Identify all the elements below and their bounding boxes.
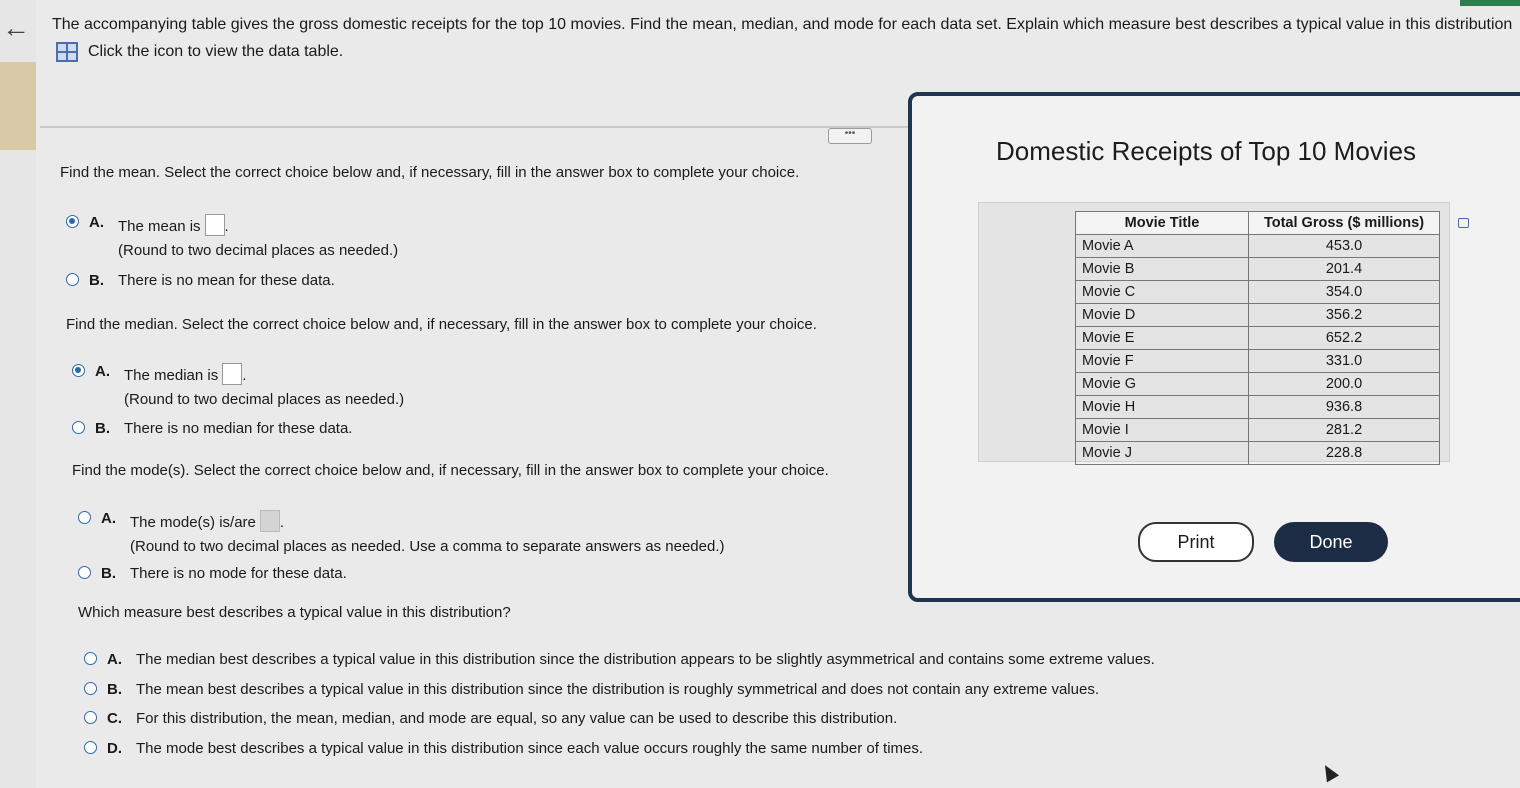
cell-movie-name: Movie C bbox=[1076, 281, 1249, 304]
copy-table-icon[interactable] bbox=[1458, 218, 1469, 228]
table-header-row bbox=[1076, 212, 1440, 235]
view-data-table-link[interactable] bbox=[56, 42, 343, 62]
table-row bbox=[1076, 235, 1440, 258]
typical-option-a[interactable]: A. The median best describes a typical value in this distribution since the distribution appears to be slightly asymmetrical and contains some extreme values. bbox=[84, 651, 1155, 668]
col-movie-title: Movie Title bbox=[1076, 212, 1249, 235]
cell-movie-name: Movie H bbox=[1076, 396, 1249, 419]
mean-option-b-radio[interactable] bbox=[66, 273, 79, 286]
cell-gross-value: 936.8 bbox=[1249, 396, 1440, 419]
typical-option-a-label: The median best describes a typical value in this distribution since the distribution appears to be slightly asymmetrical and contains some extreme values. bbox=[136, 651, 1155, 668]
cell-gross-value: 453.0 bbox=[1249, 235, 1440, 258]
median-option-a[interactable]: A. The median is . (Round to two decimal places as needed.) bbox=[72, 363, 404, 408]
mode-option-a[interactable]: A. The mode(s) is/are . (Round to two decimal places as needed. Use a comma to separate answers as needed.) bbox=[78, 510, 725, 555]
mouse-cursor-icon bbox=[1319, 762, 1339, 783]
table-row bbox=[1076, 327, 1440, 350]
mode-option-b[interactable]: B. There is no mode for these data. bbox=[78, 565, 347, 582]
mean-option-a-radio[interactable] bbox=[66, 215, 79, 228]
median-answer-box[interactable] bbox=[222, 363, 242, 385]
expand-ellipsis-button[interactable]: ••• bbox=[828, 128, 872, 144]
mode-option-a-radio[interactable] bbox=[78, 511, 91, 524]
mean-round-note: (Round to two decimal places as needed.) bbox=[118, 242, 399, 259]
mean-option-b-label: There is no mean for these data. bbox=[118, 272, 335, 289]
typical-option-b-label: The mean best describes a typical value in this distribution since the distribution is roughly symmetrical and does not contain any extreme values. bbox=[136, 681, 1099, 698]
median-option-a-radio[interactable] bbox=[72, 364, 85, 377]
typical-option-c-radio[interactable] bbox=[84, 711, 97, 724]
left-nav-tab bbox=[0, 62, 36, 150]
cell-movie-name: Movie B bbox=[1076, 258, 1249, 281]
data-table-popup bbox=[908, 92, 1520, 602]
table-row bbox=[1076, 396, 1440, 419]
typical-option-d-label: The mode best describes a typical value in this distribution since each value occurs roughly the same number of times. bbox=[136, 740, 924, 757]
data-link-label[interactable]: Click the icon to view the data table. bbox=[88, 43, 344, 60]
table-panel bbox=[978, 202, 1450, 462]
mean-answer-box[interactable] bbox=[205, 214, 225, 236]
cell-gross-value: 331.0 bbox=[1249, 350, 1440, 373]
table-row bbox=[1076, 350, 1440, 373]
typical-prompt: Which measure best describes a typical value in this distribution? bbox=[78, 604, 511, 621]
typical-option-c-label: For this distribution, the mean, median, and mode are equal, so any value can be used to describe this distribution. bbox=[136, 710, 898, 727]
mode-answer-box[interactable] bbox=[260, 510, 280, 532]
top-status-bar bbox=[1460, 0, 1520, 6]
cell-movie-name: Movie I bbox=[1076, 419, 1249, 442]
cell-movie-name: Movie E bbox=[1076, 327, 1249, 350]
typical-option-d[interactable]: D. The mode best describes a typical value in this distribution since each value occurs roughly the same number of times. bbox=[84, 740, 923, 757]
median-round-note: (Round to two decimal places as needed.) bbox=[124, 391, 405, 408]
cell-gross-value: 356.2 bbox=[1249, 304, 1440, 327]
table-row bbox=[1076, 442, 1440, 465]
mean-option-a-label: The mean is bbox=[118, 218, 201, 235]
popup-title: Domestic Receipts of Top 10 Movies bbox=[996, 136, 1417, 166]
mode-prompt: Find the mode(s). Select the correct choice below and, if necessary, fill in the answer box to complete your choice. bbox=[72, 462, 829, 479]
done-button[interactable]: Done bbox=[1274, 522, 1388, 562]
cell-gross-value: 652.2 bbox=[1249, 327, 1440, 350]
median-prompt: Find the median. Select the correct choice below and, if necessary, fill in the answer box to complete your choice. bbox=[66, 316, 817, 333]
mode-option-a-label: The mode(s) is/are bbox=[130, 514, 256, 531]
mode-option-b-radio[interactable] bbox=[78, 566, 91, 579]
median-option-b-label: There is no median for these data. bbox=[124, 420, 353, 437]
table-row bbox=[1076, 258, 1440, 281]
cell-movie-name: Movie A bbox=[1076, 235, 1249, 258]
median-option-a-label: The median is bbox=[124, 367, 219, 384]
median-option-b[interactable]: B. There is no median for these data. bbox=[72, 420, 352, 437]
section-divider bbox=[40, 126, 920, 128]
typical-option-a-radio[interactable] bbox=[84, 652, 97, 665]
mean-option-b[interactable]: B. There is no mean for these data. bbox=[66, 272, 335, 289]
table-row bbox=[1076, 304, 1440, 327]
cell-movie-name: Movie J bbox=[1076, 442, 1249, 465]
table-grid-icon[interactable] bbox=[56, 42, 78, 62]
table-row bbox=[1076, 373, 1440, 396]
median-option-b-radio[interactable] bbox=[72, 421, 85, 434]
cell-movie-name: Movie D bbox=[1076, 304, 1249, 327]
question-text: The accompanying table gives the gross domestic receipts for the top 10 movies. Find the mean, median, and mode for each data set. Explain which measure best describes a typical value in this distribution bbox=[52, 16, 1513, 33]
cell-gross-value: 281.2 bbox=[1249, 419, 1440, 442]
typical-option-b[interactable]: B. The mean best describes a typical value in this distribution since the distribution is roughly symmetrical and does not contain any extreme values. bbox=[84, 681, 1099, 698]
cell-gross-value: 201.4 bbox=[1249, 258, 1440, 281]
print-button[interactable]: Print bbox=[1138, 522, 1254, 562]
table-row bbox=[1076, 281, 1440, 304]
typical-option-b-radio[interactable] bbox=[84, 682, 97, 695]
cell-gross-value: 200.0 bbox=[1249, 373, 1440, 396]
cell-gross-value: 354.0 bbox=[1249, 281, 1440, 304]
table-row bbox=[1076, 419, 1440, 442]
typical-option-d-radio[interactable] bbox=[84, 741, 97, 754]
cell-movie-name: Movie F bbox=[1076, 350, 1249, 373]
cell-movie-name: Movie G bbox=[1076, 373, 1249, 396]
mode-round-note: (Round to two decimal places as needed. Use a comma to separate answers as needed.) bbox=[130, 538, 725, 555]
mean-option-a[interactable]: A. The mean is . (Round to two decimal places as needed.) bbox=[66, 214, 398, 259]
left-nav-strip bbox=[0, 0, 36, 788]
mean-prompt: Find the mean. Select the correct choice below and, if necessary, fill in the answer box to complete your choice. bbox=[60, 164, 800, 181]
mode-option-b-label: There is no mode for these data. bbox=[130, 565, 347, 582]
typical-option-c[interactable]: C. For this distribution, the mean, median, and mode are equal, so any value can be used to describe this distribution. bbox=[84, 710, 897, 727]
col-total-gross: Total Gross ($ millions) bbox=[1249, 212, 1440, 235]
cell-gross-value: 228.8 bbox=[1249, 442, 1440, 465]
receipts-table bbox=[1075, 211, 1440, 465]
back-arrow-icon[interactable]: ← bbox=[2, 12, 30, 43]
